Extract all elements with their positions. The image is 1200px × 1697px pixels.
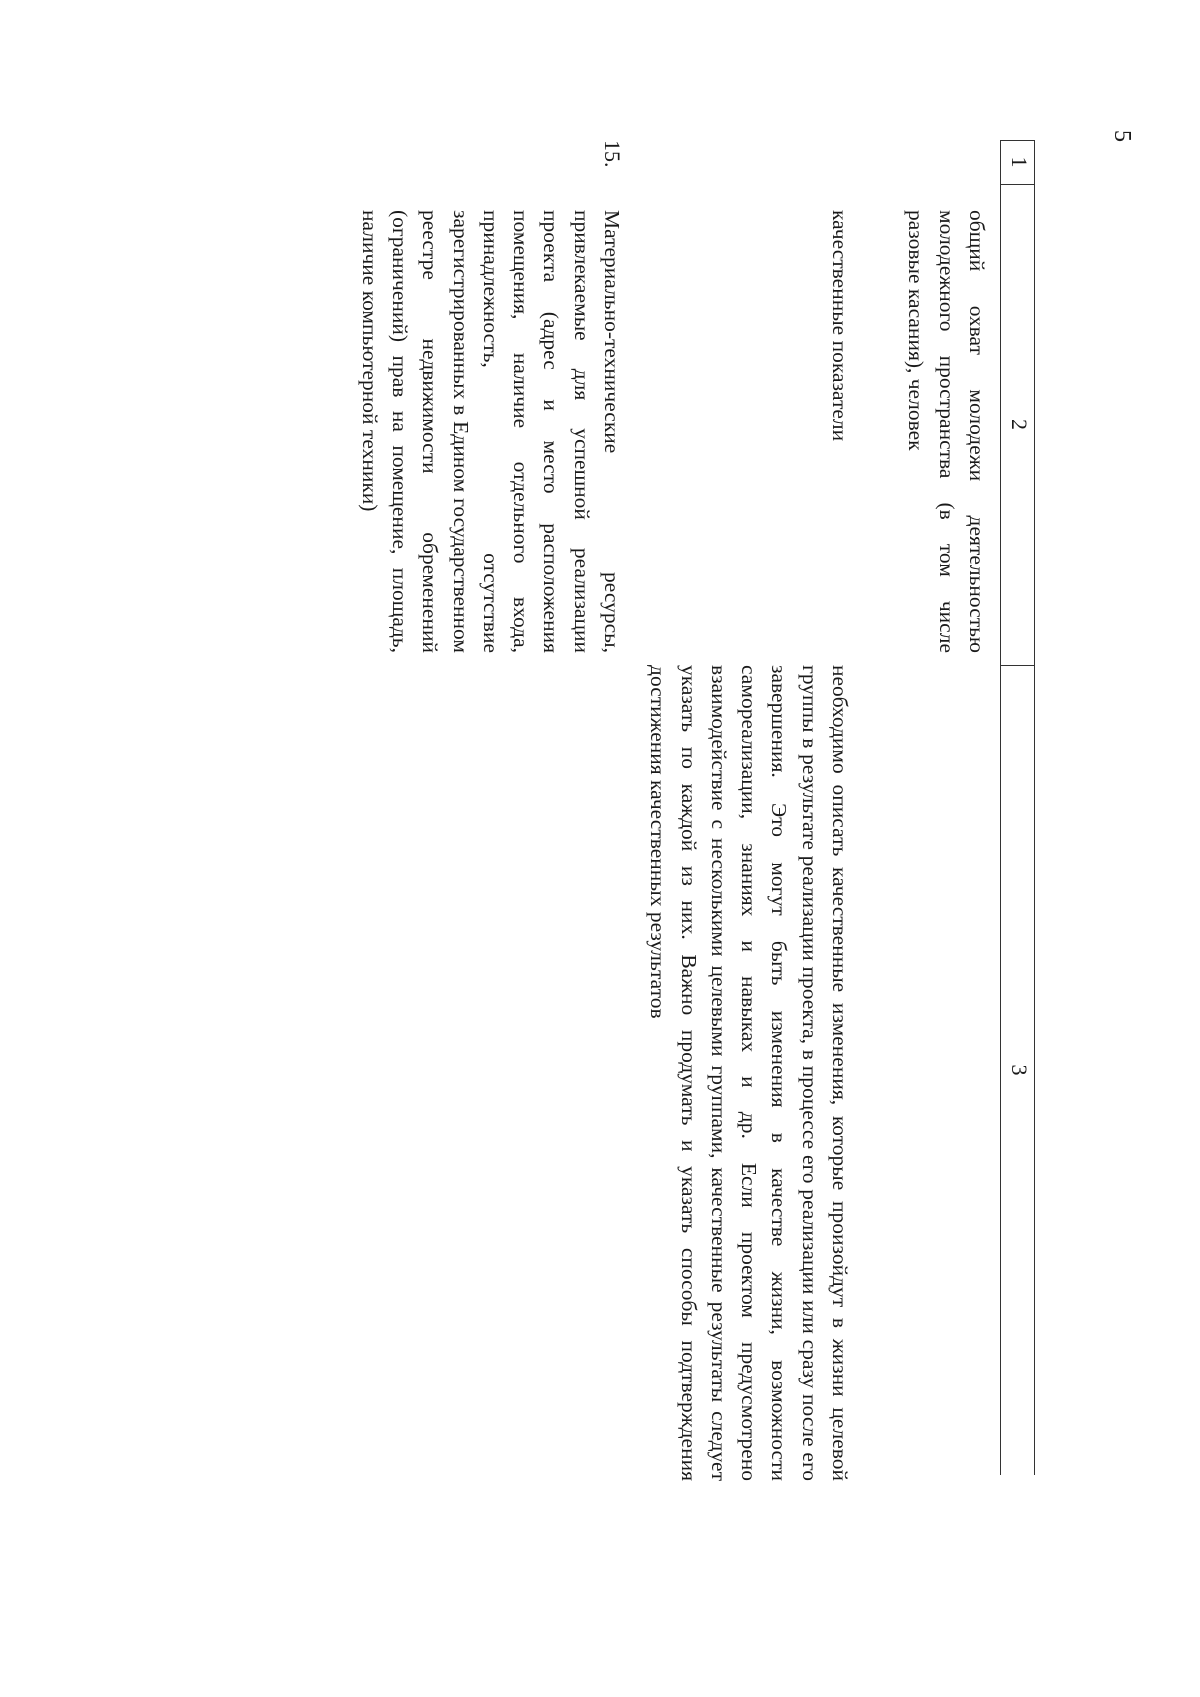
table-top-border	[1034, 140, 1035, 1475]
col-number-3: 3	[1007, 1064, 1032, 1076]
row-quality-indicators-description: необходимо описать качественные изменения, которые произойдут в жизни целевой группы в результате реализации проекта, в процессе его реализации или сразу после его завершения. Это могут быть изменения в качестве жизни, возможности самореализации, знаниях и навыках и др. Если проектом предусмотрено взаимодействие с несколькими целевыми группами, качественные результаты следует указать по каждой из них. Важно продумать и указать способы подтверждения достижения качественных результатов	[646, 665, 852, 1481]
col-number-2: 2	[1007, 419, 1032, 430]
page-number: 5	[1109, 130, 1135, 142]
row-15-number: 15.	[600, 140, 625, 168]
row-total-reach-title: общий охват молодежи деятельностью молодежного пространства (в том числе разовые касания), человек	[904, 210, 989, 653]
row-15-title: Материально-технические ресурсы, привлекаемые для успешной реализации проекта (адрес и место расположения помещения, наличие отдельного входа, принадлежность, отсутствие зарегистрированных в Едином государственном реестре недвижимости обременений (ограничений) прав на помещение, площадь, наличие компьютерной техники)	[357, 210, 624, 653]
table-header-border	[1000, 140, 1001, 1475]
col-number-1: 1	[1007, 156, 1032, 168]
rotated-table	[205, 140, 1035, 1540]
row-quality-indicators-title: качественные показатели	[828, 210, 852, 442]
